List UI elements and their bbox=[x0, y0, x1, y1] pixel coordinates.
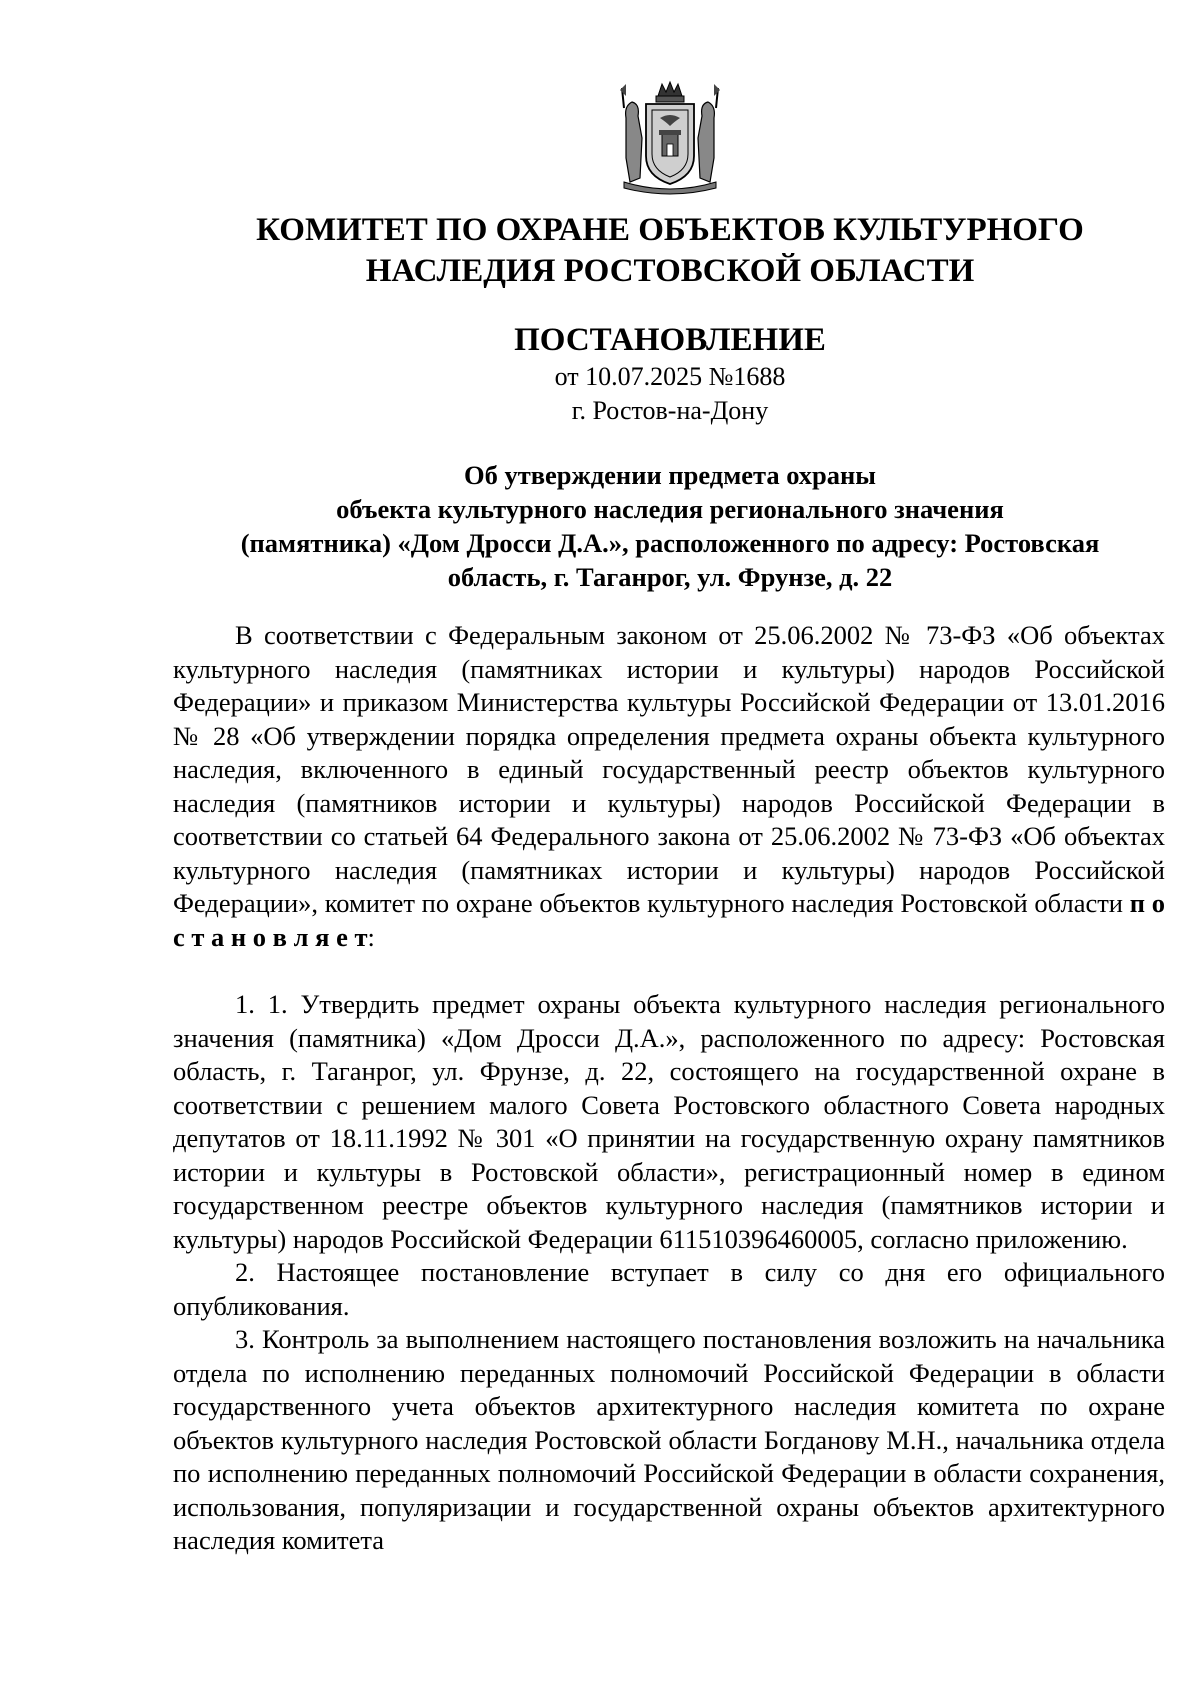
item-1-paragraph: 1. 1. Утвердить предмет охраны объекта культурного наследия регионального значения (памятника) «Дом Дросси Д.А.», расположенного по адресу: Ростовская область, г. Таганрог, ул. Фрунзе, д. 22, состоящего на государственной охране в соответствии с решением малого Совета Ростовского областного Совета народных депутатов от 18.11.1992 № 301 «О принятии на государственную охрану памятников истории и культуры в Ростовской области», регистрационный номер в едином государственном реестре объектов культурного наследия (памятников истории и культуры) народов Российской Федерации 611510396460005, согласно приложению. bbox=[173, 989, 1165, 1254]
document-city: г. Ростов-на-Дону bbox=[571, 396, 769, 425]
subject-line1: Об утверждении предмета охраны bbox=[463, 460, 877, 490]
subject-line3: (памятника) «Дом Дросси Д.А.», расположенного по адресу: Ростовская bbox=[240, 528, 1100, 558]
document-meta bbox=[150, 360, 1190, 428]
coat-of-arms-emblem bbox=[616, 78, 724, 196]
preamble-paragraph bbox=[173, 619, 1165, 954]
committee-name bbox=[150, 210, 1190, 292]
document-type-title: ПОСТАНОВЛЕНИЕ bbox=[514, 322, 826, 358]
committee-name-line2: НАСЛЕДИЯ РОСТОВСКОЙ ОБЛАСТИ bbox=[365, 253, 975, 289]
document-body bbox=[173, 619, 1165, 1558]
subject-line4: область, г. Таганрог, ул. Фрунзе, д. 22 bbox=[447, 562, 893, 592]
subject-line2: объекта культурного наследия регионального значения bbox=[336, 494, 1004, 524]
decree-word: п о с т а н о в л я е т bbox=[173, 888, 1165, 952]
document-subject bbox=[175, 458, 1165, 594]
decree-colon: : bbox=[367, 921, 375, 952]
item-3-paragraph: 3. Контроль за выполнением настоящего постановления возложить на начальника отдела по исполнению переданных полномочий Российской Федерации в области государственного учета объектов архитектурного наследия комитета по охране объектов культурного наследия Ростовской области Богданову М.Н., начальника отдела по исполнению переданных полномочий Российской Федерации в области сохранения, использования, популяризации и государственной охраны объектов архитектурного наследия комитета bbox=[173, 1324, 1165, 1555]
item-2-paragraph: 2. Настоящее постановление вступает в силу со дня его официального опубликования. bbox=[173, 1257, 1165, 1321]
preamble-text: В соответствии с Федеральным законом от 25.06.2002 № 73-ФЗ «Об объектах культурного наследия (памятниках истории и культуры) народов Российской Федерации» и приказом Министерства культуры Российской Федерации от 13.01.2016 № 28 «Об утверждении порядка определения предмета охраны объекта культурного наследия, включенного в единый государственный реестр объектов культурного наследия (памятников истории и культуры) народов Российской Федерации в соответствии со статьей 64 Федерального закона от 25.06.2002 № 73-ФЗ «Об объектах культурного наследия (памятниках истории и культуры) народов Российской Федерации», комитет по охране объектов культурного наследия Ростовской области bbox=[173, 620, 1165, 918]
document-date-number: от 10.07.2025 №1688 bbox=[554, 362, 786, 391]
committee-name-line1: КОМИТЕТ ПО ОХРАНЕ ОБЪЕКТОВ КУЛЬТУРНОГО bbox=[256, 212, 1084, 248]
